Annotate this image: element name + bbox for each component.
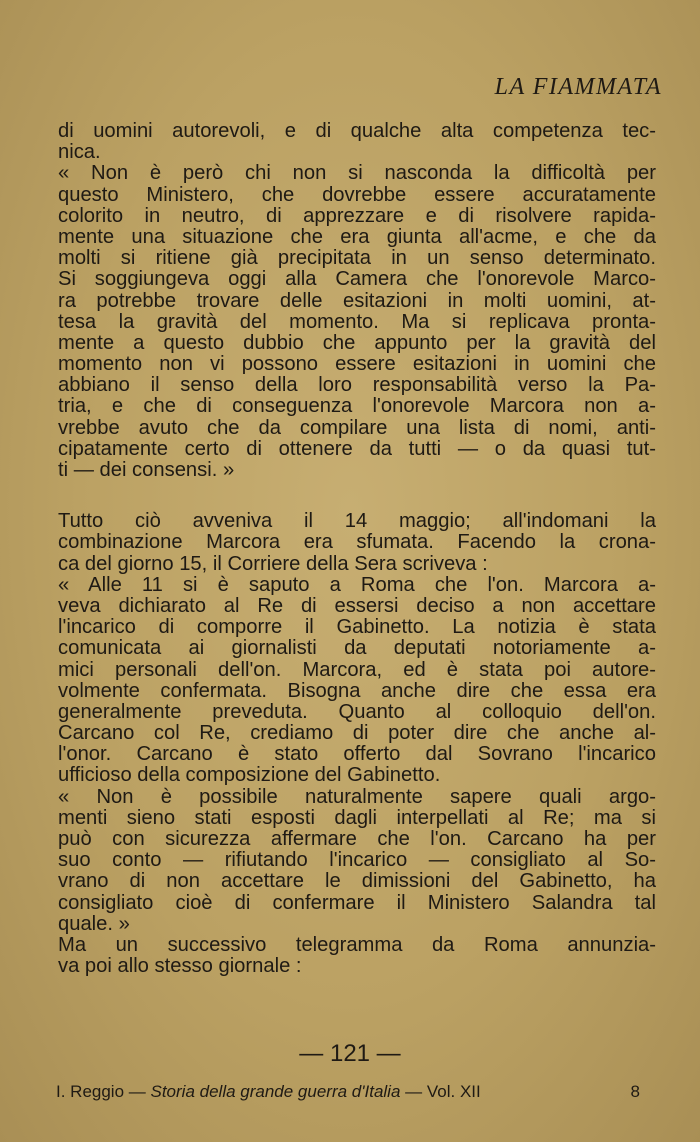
text-line: comunicata ai giornalisti da deputati notoriamente a- — [58, 637, 656, 660]
paragraph-gap — [58, 481, 656, 511]
text-line: può con sicurezza affermare che l'on. Carcano ha per — [58, 828, 656, 850]
text-line: momento non vi possono essere esitazioni in uomini che — [58, 353, 656, 376]
text-line: va poi allo stesso giornale : — [58, 955, 302, 978]
page-number: — 121 — — [299, 1040, 401, 1067]
footer-author: I. Reggio — — [56, 1082, 146, 1101]
paragraph — [58, 935, 656, 977]
text-line: Tutto ciò avveniva il 14 maggio; all'indomani la — [58, 510, 656, 533]
text-line: « Non è però chi non si nasconda la difficoltà per — [58, 162, 656, 185]
text-line: « Non è possibile naturalmente sapere quali argo- — [58, 785, 656, 808]
text-line: vrano di non accettare le dimissioni del Gabinetto, ha — [58, 870, 656, 893]
running-head: LA FIAMMATA — [494, 74, 662, 100]
text-line: abbiano il senso della loro responsabilità verso la Pa- — [58, 374, 656, 397]
page-body — [58, 121, 656, 977]
text-line: mente a questo dubbio che appunto per la gravità del — [58, 331, 656, 354]
text-line: colorito in neutro, di apprezzare e di risolvere rapida- — [58, 204, 656, 227]
text-line: tesa la gravità del momento. Ma si replicava pronta- — [58, 310, 656, 333]
text-line: ca del giorno 15, il Corriere della Sera scriveva : — [58, 552, 488, 575]
text-line: mente una situazione che era giunta all'acme, e che da — [58, 225, 656, 248]
text-line: vrebbe avuto che da compilare una lista di nomi, anti- — [58, 416, 656, 439]
text-line: nica. — [58, 141, 101, 164]
text-line: Ma un successivo telegramma da Roma annunzia- — [58, 933, 656, 956]
text-line: ufficioso della composizione del Gabinetto. — [58, 764, 441, 787]
text-line: cipatamente certo di ottenere da tutti — o da quasi tut- — [58, 437, 656, 460]
text-line: molti si ritiene già precipitata in un senso determinato. — [58, 247, 656, 270]
text-line: l'incarico di comporre il Gabinetto. La notizia è stata — [58, 616, 656, 639]
text-line: quale. » — [58, 912, 130, 935]
footer-volume: — Vol. XII — [405, 1082, 481, 1101]
paragraph — [58, 787, 656, 935]
text-line: mici personali dell'on. Marcora, ed è stata poi autore- — [58, 658, 656, 681]
text-line: combinazione Marcora era sfumata. Facendo la crona- — [58, 531, 656, 554]
paragraph — [58, 163, 656, 481]
footer — [56, 1082, 640, 1102]
text-line: Carcano col Re, crediamo di poter dire che anche al- — [58, 722, 656, 745]
text-line: menti sieno stati esposti dagli interpellati al Re; ma si — [58, 806, 656, 829]
text-line: di uomini autorevoli, e di qualche alta competenza tec- — [58, 120, 656, 142]
text-line: generalmente preveduta. Quanto al colloquio dell'on. — [58, 700, 656, 723]
text-line: ra potrebbe trovare delle esitazioni in molti uomini, at- — [58, 289, 656, 312]
text-line: Si soggiungeva oggi alla Camera che l'onorevole Marco- — [58, 268, 656, 291]
text-line: l'onor. Carcano è stato offerto dal Sovrano l'incarico — [58, 743, 656, 766]
paragraph — [58, 575, 656, 787]
text-line: veva dichiarato al Re di essersi deciso a non accettare — [58, 594, 656, 617]
footer-signature: 8 — [630, 1082, 640, 1101]
text-line: questo Ministero, che dovrebbe essere accuratamente — [58, 183, 656, 206]
text-line: volmente confermata. Bisogna anche dire che essa era — [58, 679, 656, 702]
text-line: consigliato cioè di confermare il Ministero Salandra tal — [58, 891, 656, 914]
paragraph — [58, 121, 656, 163]
text-line: tria, e che di conseguenza l'onorevole Marcora non a- — [58, 395, 656, 418]
paragraph — [58, 511, 656, 575]
text-line: ti — dei consensi. » — [58, 459, 235, 481]
text-line: suo conto — rifiutando l'incarico — consigliato al So- — [58, 849, 656, 872]
footer-work-title: Storia della grande guerra d'Italia — [150, 1082, 401, 1101]
text-line: « Alle 11 si è saputo a Roma che l'on. Marcora a- — [58, 573, 656, 596]
